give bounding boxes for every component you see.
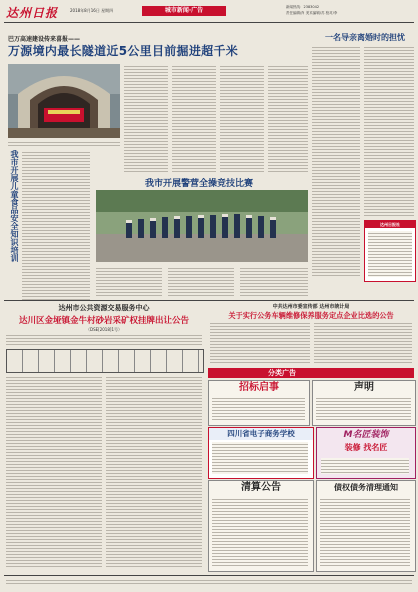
- ad-recruit: [208, 380, 310, 426]
- ad-school: [208, 427, 314, 479]
- ad-box-body: [368, 231, 412, 277]
- parade-photo-caption: 我市开展警营全操竞技比赛: [144, 179, 253, 189]
- ad-liquidation: [208, 480, 314, 572]
- footer-rule: [4, 575, 414, 576]
- newspaper-ad-box: [364, 220, 416, 282]
- mid-rule: [4, 300, 414, 301]
- ad-creditor-title: 债权债务清理通知: [334, 483, 398, 492]
- lead-body-col-0: [8, 140, 120, 148]
- parade-photo: [96, 190, 308, 262]
- lead-kicker: 巴万高速建设传来喜报——: [8, 36, 81, 43]
- notice-left-number: （DSE[2018]1号）: [86, 327, 122, 332]
- ad-recruit-title: 招标启事: [239, 382, 279, 393]
- lead-body-col-2: [172, 64, 216, 172]
- lead-body-col-1: [124, 64, 168, 172]
- left-col-title: 我市开展儿童食品安全知识培训: [10, 150, 19, 262]
- notice-left-body-1: [6, 375, 102, 567]
- section-label: 城市新闻·广告: [142, 6, 226, 16]
- classified-banner-label: 分类广告: [268, 369, 296, 377]
- notice-left-intro: [6, 333, 202, 347]
- ad-school-title: 四川省电子商务学校: [209, 428, 313, 440]
- ad-box-title: 达州日报社: [365, 221, 415, 228]
- lead-body-col-4: [268, 64, 308, 172]
- footer-text: [6, 578, 412, 586]
- ad-creditor: [316, 480, 416, 572]
- classified-banner: [208, 368, 414, 378]
- ad-statement: [312, 380, 416, 426]
- notice-left-table: [6, 349, 204, 373]
- side-story-body-2: [364, 45, 414, 217]
- side-story-body: [312, 45, 360, 277]
- ad-statement-title: 声明: [354, 382, 374, 393]
- lead-body-col-3: [220, 64, 264, 172]
- parade-body-1: [96, 266, 162, 298]
- ad-creditor-body: [320, 497, 410, 567]
- notice-right-body-2: [314, 321, 412, 365]
- parade-body-2: [168, 266, 234, 298]
- masthead: [0, 0, 418, 30]
- notice-right-body-1: [210, 321, 310, 365]
- ad-statement-body: [316, 396, 411, 422]
- left-col-body: [22, 150, 90, 300]
- ad-promo-brand: M名匠装饰: [343, 430, 389, 440]
- ad-promo-slogan: 装修 找名匠: [344, 443, 388, 452]
- contact-line: 责任编辑/肖 美术编辑/苏 校对/李: [286, 11, 338, 15]
- ad-promo-body: [321, 458, 409, 474]
- notice-left-org: 达州市公共资源交易服务中心: [58, 304, 150, 312]
- ad-promo: [316, 427, 416, 479]
- side-story-title: 一名导亲离婚时的担忧: [325, 33, 405, 42]
- notice-left: [4, 303, 204, 571]
- notice-right-org: 中共达州市委宣传部 达州市统计局: [272, 304, 350, 310]
- parade-body-3: [240, 266, 308, 298]
- ad-recruit-body: [212, 396, 305, 422]
- masthead-rule: [4, 22, 414, 23]
- newspaper-logo: 达州日报: [6, 6, 59, 20]
- notice-left-body-2: [106, 375, 202, 567]
- ad-liquidation-body: [212, 497, 308, 567]
- ad-school-body: [212, 442, 308, 474]
- notice-right: [208, 303, 414, 365]
- lead-headline: 万源境内最长隧道近5公里目前掘进超千米: [8, 44, 239, 58]
- tunnel-photo: [8, 64, 120, 138]
- notice-right-title: 关于实行公务车辆维修保养服务定点企业比选的公告: [228, 311, 394, 320]
- date-line: 2018年8月16日 星期四: [70, 8, 114, 13]
- editor-line: 新闻热线：2383042: [286, 5, 320, 9]
- notice-left-title: 达川区金垭镇金牛村砂岩采矿权挂牌出让公告: [18, 316, 189, 326]
- ad-liquidation-title: 清算公告: [241, 482, 281, 493]
